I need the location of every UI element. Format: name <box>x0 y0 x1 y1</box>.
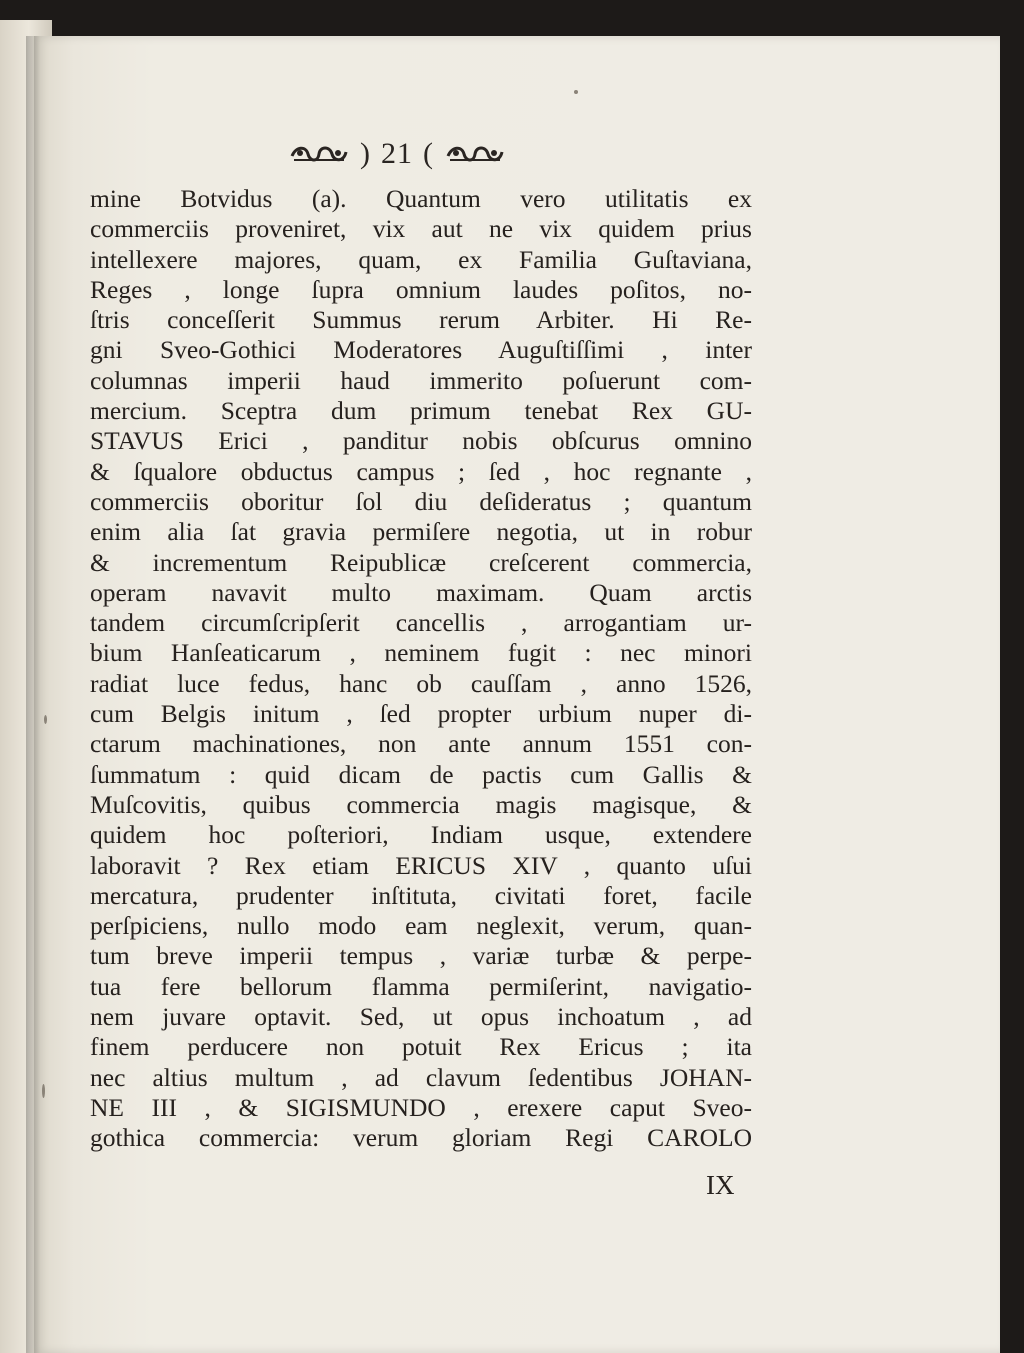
text-line: tum breve imperii tempus , variæ turbæ & perpe- <box>90 941 752 971</box>
text-line: NE III , & SIGISMUNDO , erexere caput Sveo- <box>90 1092 752 1122</box>
text-line: operam navavit multo maximam. Quam arctis <box>90 577 752 607</box>
print-speck <box>574 90 578 94</box>
text-line: nem juvare optavit. Sed, ut opus inchoatum , ad <box>90 1002 752 1032</box>
text-line: intellexere majores, quam, ex Familia Guſtaviana, <box>90 244 752 274</box>
text-line: enim alia ſat gravia permiſere negotia, ut in robur <box>90 517 752 547</box>
running-header <box>288 134 506 174</box>
text-line: tandem circumſcripſerit cancellis , arrogantiam ur- <box>90 608 752 638</box>
print-speck <box>44 715 47 724</box>
text-line: mercatura, prudenter inſtituta, civitati foret, facile <box>90 880 752 910</box>
page-gutter-shadow <box>26 36 40 1353</box>
page-number: 21 <box>381 137 413 170</box>
text-line: STAVUS Erici , panditur nobis obſcurus omnino <box>90 426 752 456</box>
text-line: gni Sveo-Gothici Moderatores Auguſtiſſimi , inter <box>90 335 752 365</box>
text-line: radiat luce fedus, hanc ob cauſſam , anno 1526, <box>90 668 752 698</box>
text-line: perſpiciens, nullo modo eam neglexit, verum, quan- <box>90 911 752 941</box>
text-line: & ſqualore obductus campus ; ſed , hoc regnante , <box>90 456 752 486</box>
right-bracket: ( <box>423 137 434 170</box>
text-line: ctarum machinationes, non ante annum 1551 con- <box>90 729 752 759</box>
text-line: ſtris conceſſerit Summus rerum Arbiter. Hi Re- <box>90 305 752 335</box>
text-line: finem perducere non potuit Rex Ericus ; ita <box>90 1032 752 1062</box>
text-line: commerciis oboritur ſol diu deſideratus ; quantum <box>90 486 752 516</box>
text-line: nec altius multum , ad clavum ſedentibus JOHAN- <box>90 1062 752 1092</box>
text-line: laboravit ? Rex etiam ERICUS XIV , quanto uſui <box>90 850 752 880</box>
text-line: ſummatum : quid dicam de pactis cum Gallis & <box>90 759 752 789</box>
text-line: mine Botvidus (a). Quantum vero utilitatis ex <box>90 184 752 213</box>
left-ornament-icon <box>288 142 350 166</box>
text-line: mercium. Sceptra dum primum tenebat Rex GU- <box>90 396 752 426</box>
right-ornament-icon <box>444 142 506 166</box>
text-line: commerciis proveniret, vix aut ne vix quidem prius <box>90 214 752 244</box>
text-line: cum Belgis initum , ſed propter urbium nuper di- <box>90 699 752 729</box>
print-speck <box>42 1084 45 1098</box>
text-line: columnas imperii haud immerito poſuerunt com- <box>90 365 752 395</box>
text-line: Reges , longe ſupra omnium laudes poſitos, no- <box>90 274 752 304</box>
text-line: gothica commercia: verum gloriam Regi CAROLO <box>90 1123 752 1153</box>
text-line: tua fere bellorum flamma permiſerint, navigatio- <box>90 971 752 1001</box>
left-bracket: ) <box>360 137 371 170</box>
text-line: Muſcovitis, quibus commercia magis magisque, & <box>90 789 752 819</box>
body-text <box>90 184 752 1154</box>
text-line: & incrementum Reipublicæ creſcerent commercia, <box>90 547 752 577</box>
text-line: quidem hoc poſteriori, Indiam usque, extendere <box>90 820 752 850</box>
catchword: IX <box>706 1170 735 1200</box>
text-line: bium Hanſeaticarum , neminem fugit : nec minori <box>90 638 752 668</box>
